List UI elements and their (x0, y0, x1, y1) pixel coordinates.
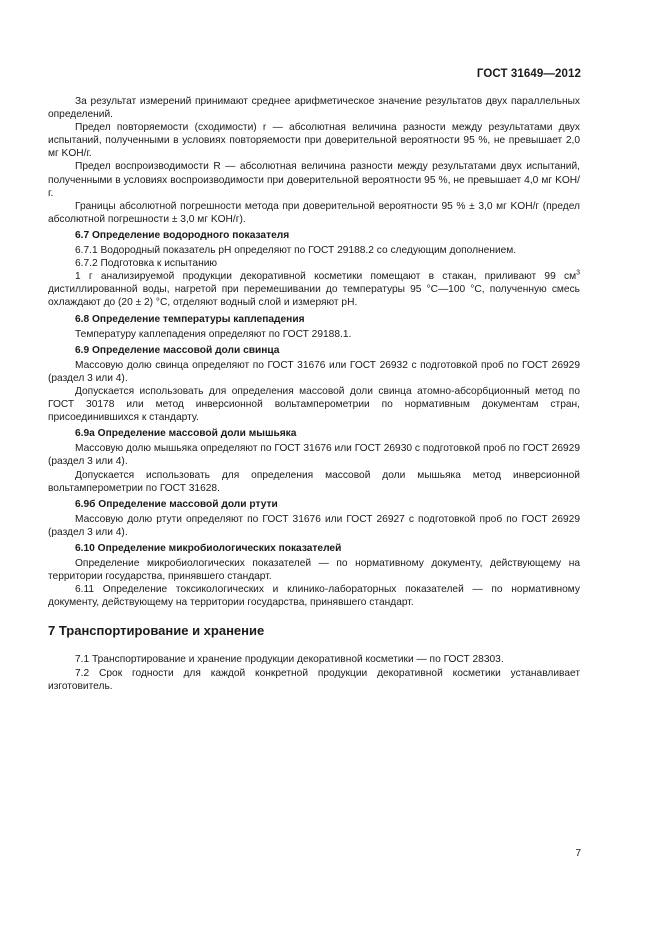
paragraph: Предел повторяемости (сходимости) r — абсолютная величина разности между результатами двух испытаний, полученными в условиях повторяемости при доверительной вероятности 95 %, не превышает 2,0 мг KOH/г. (48, 122, 580, 160)
subsection-heading: 6.9б Определение массовой доли ртути (75, 498, 278, 510)
subsection-heading: 6.9 Определение массовой доли свинца (75, 344, 280, 356)
paragraph (48, 270, 580, 309)
paragraph: Границы абсолютной погрешности метода при доверительной вероятности 95 % ± 3,0 мг KOH/г (предел абсолютной погрешности ± 3,0 мг KOH/г). (48, 200, 580, 225)
subsection-heading: 6.8 Определение температуры каплепадения (75, 313, 305, 325)
subsection-heading: 6.7 Определение водородного показателя (75, 229, 290, 241)
paragraph: Массовую долю ртути определяют по ГОСТ 31676 или ГОСТ 26927 с подготовкой проб по ГОСТ 26929 (раздел 3 или 4). (48, 513, 580, 538)
paragraph: Массовую долю свинца определяют по ГОСТ 31676 или ГОСТ 26932 с подготовкой проб по ГОСТ 26929 (раздел 3 или 4). (48, 359, 580, 384)
paragraph: 7.1 Транспортирование и хранение продукции декоративной косметики — по ГОСТ 28303. (75, 654, 504, 666)
text-run: дистиллированной воды, нагретой при перемешивании до температуры 95 °С—100 °С, полученную смесь охлаждают до (20 ± 2) °С, отделяют водный слой и измеряют pH. (48, 284, 580, 309)
paragraph: 6.7.2 Подготовка к испытанию (75, 258, 218, 270)
paragraph: Предел воспроизводимости R — абсолютная величина разности между результатами двух испытаний, полученными в условиях воспроизводимости при доверительной вероятности 95 %, не превышает 4,0 мг KOH/г. (48, 161, 580, 199)
paragraph: Определение микробиологических показателей — по нормативному документу, действующему на территории государства, принявшего стандарт. (48, 558, 580, 583)
page-number: 7 (575, 848, 581, 859)
paragraph: 6.7.1 Водородный показатель pH определяют по ГОСТ 29188.2 со следующим дополнением. (75, 245, 517, 257)
document-body (48, 95, 580, 693)
paragraph: Допускается использовать для определения массовой доли мышьяка метод инверсионной вольтамперометрии по ГОСТ 31628. (48, 469, 580, 494)
paragraph: Температуру каплепадения определяют по ГОСТ 29188.1. (75, 328, 352, 340)
paragraph: За результат измерений принимают среднее арифметическое значение результатов двух параллельных определений. (48, 96, 580, 121)
text-run: 1 г анализируемой продукции декоративной косметики помещают в стакан, приливают 99 см (75, 271, 577, 283)
section-heading: 7 Транспортирование и хранение (48, 623, 265, 639)
paragraph: Массовую долю мышьяка определяют по ГОСТ 31676 или ГОСТ 26930 с подготовкой проб по ГОСТ 26929 (раздел 3 или 4). (48, 443, 580, 468)
paragraph: Допускается использовать для определения массовой доли свинца атомно-абсорбционный метод по ГОСТ 30178 или метод инверсионной вольтамперометрии по нормативным документам стран, присоединившихся к стандарту. (48, 385, 580, 424)
subsection-heading: 6.10 Определение микробиологических показателей (75, 543, 342, 554)
document-header: ГОСТ 31649—2012 (476, 68, 581, 80)
subsection-heading: 6.9а Определение массовой доли мышьяка (75, 428, 297, 440)
superscript: 3 (576, 269, 580, 277)
paragraph: 7.2 Срок годности для каждой конкретной продукции декоративной косметики устанавливает изготовитель. (48, 667, 580, 692)
paragraph: 6.11 Определение токсикологических и клинико-лабораторных показателей — по нормативному документу, действующему на территории государства, принявшего стандарт. (48, 584, 580, 609)
